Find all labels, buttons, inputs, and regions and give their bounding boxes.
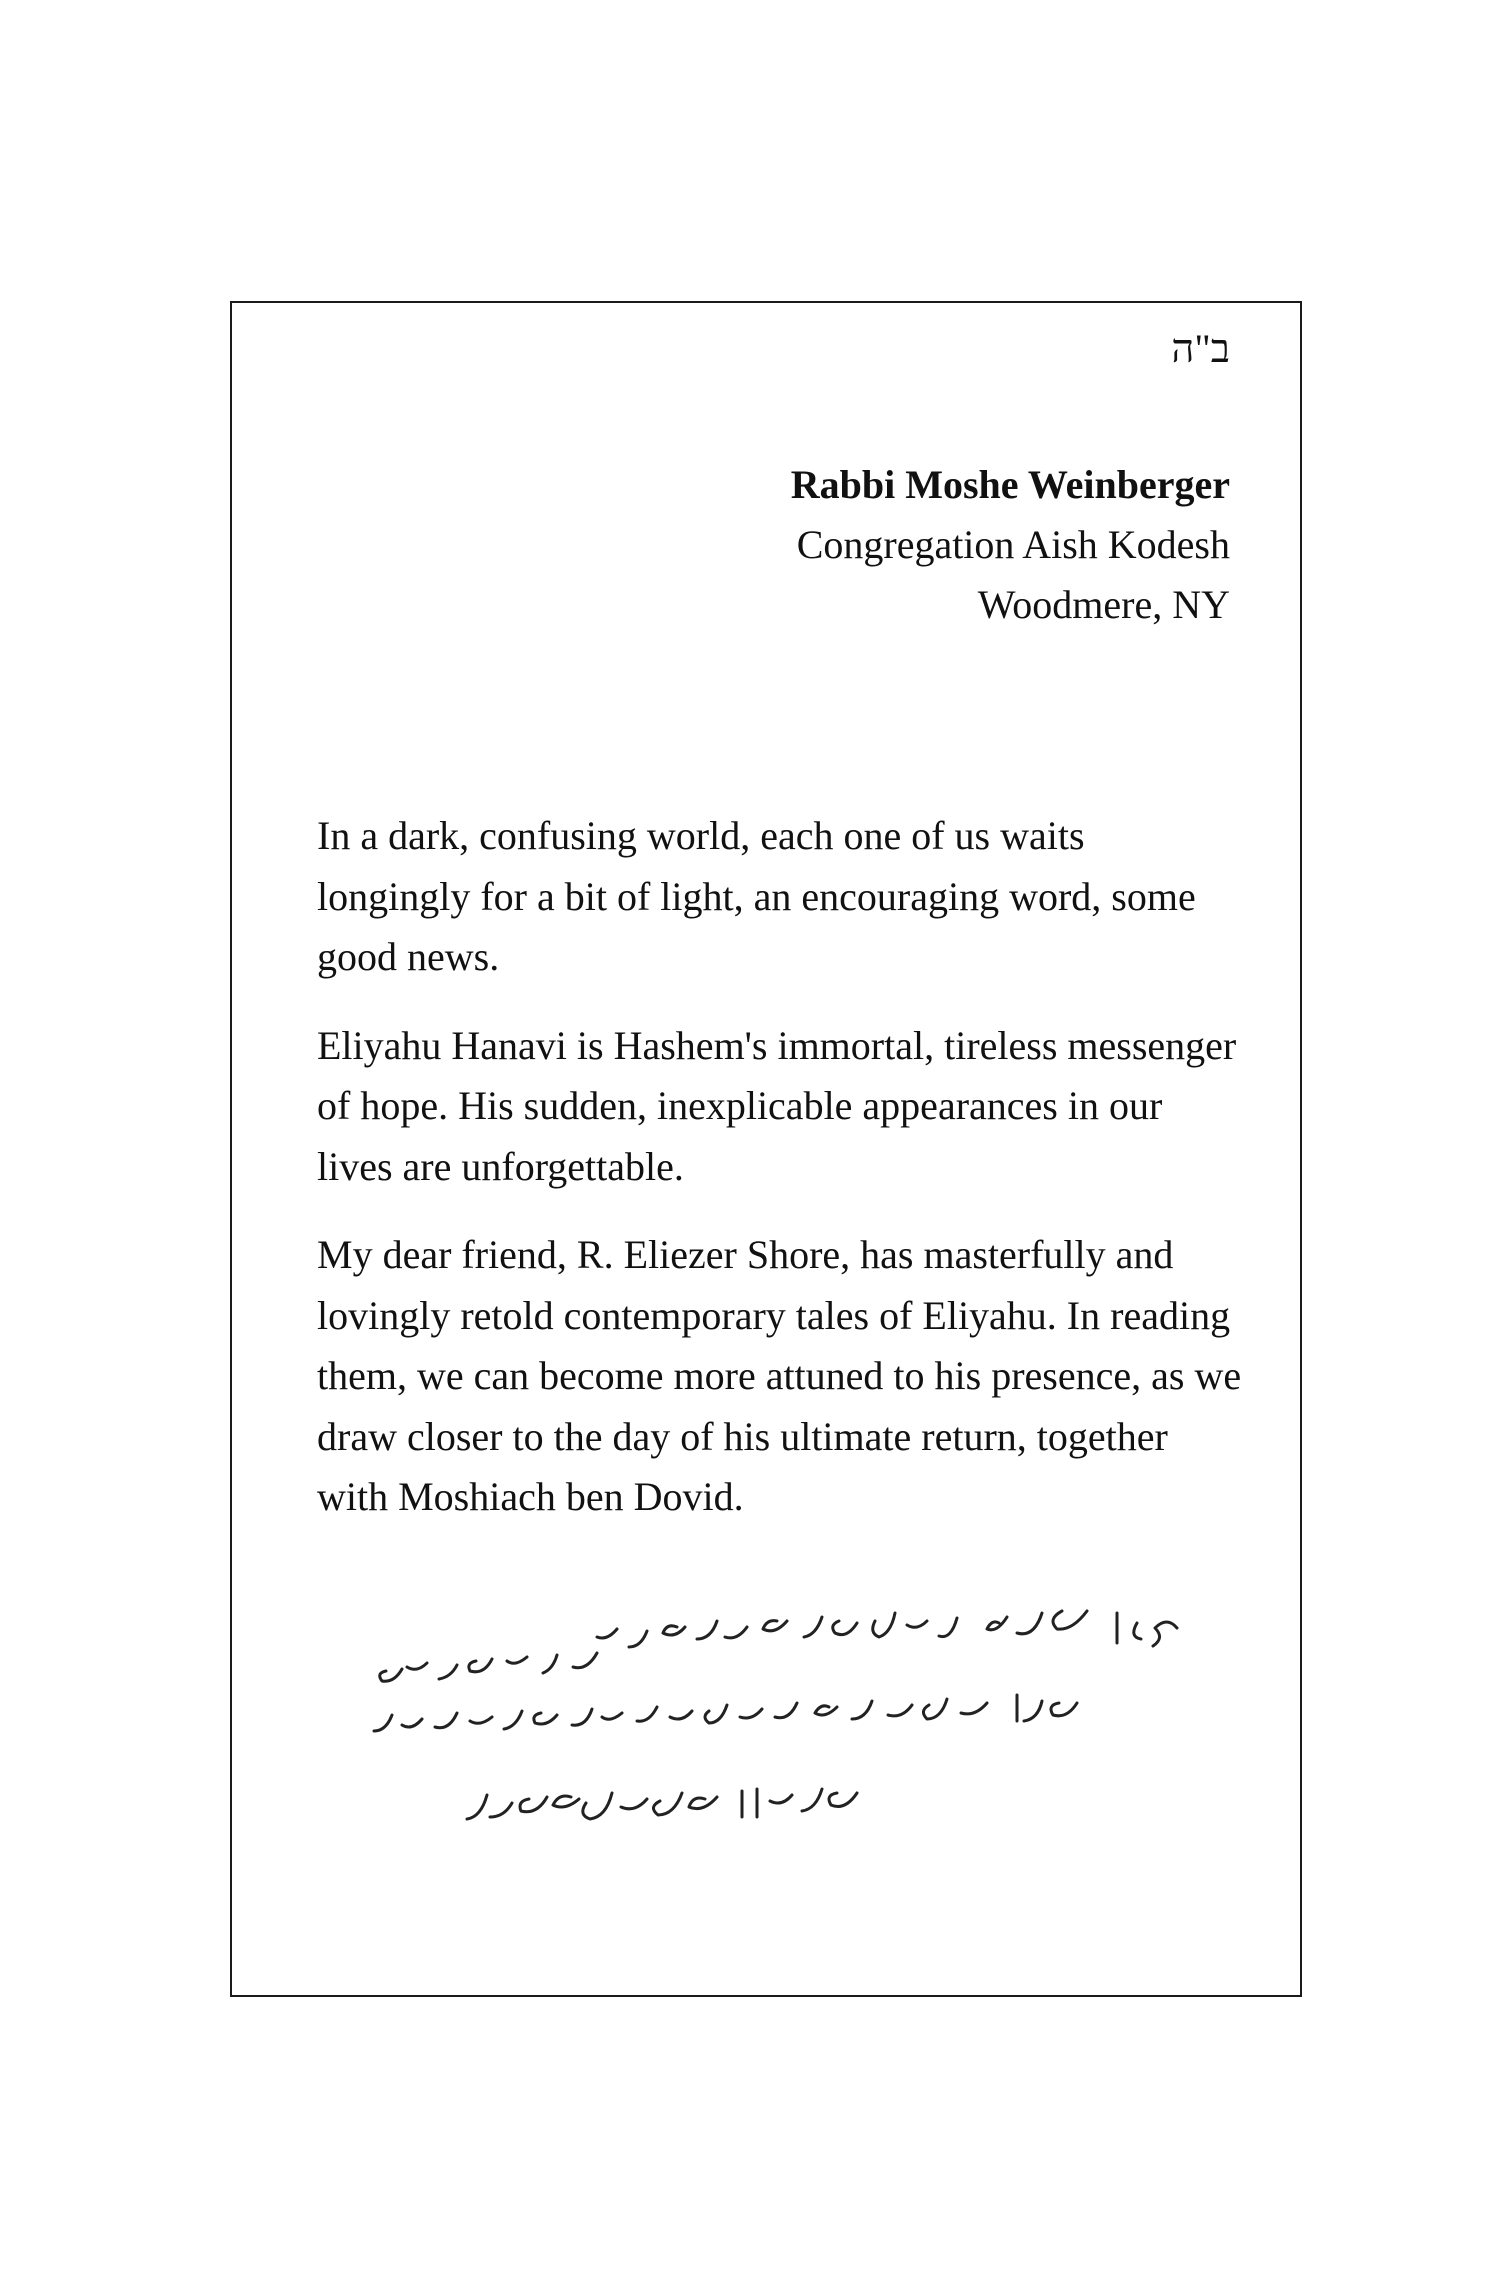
paragraph-3: My dear friend, R. Eliezer Shore, has masterfully and lovingly retold contemporary tales of Eliyahu. In reading them, we can become more attuned to his presence, as we draw closer to the day of his ultimate return, together with Moshiach ben Dovid. xyxy=(317,1232,1242,1519)
author-name: Rabbi Moshe Weinberger xyxy=(790,462,1230,507)
author-organization: Congregation Aish Kodesh xyxy=(796,522,1230,567)
letter-frame xyxy=(230,301,1302,1997)
bh-mark: ב"ה xyxy=(1171,326,1230,371)
paragraph-1: In a dark, confusing world, each one of us waits longingly for a bit of light, an encouraging word, some good news. xyxy=(317,813,1196,979)
letter-body xyxy=(317,806,1247,1556)
paragraph-2: Eliyahu Hanavi is Hashem's immortal, tireless messenger of hope. His sudden, inexplicable appearances in our lives are unforgettable. xyxy=(317,1022,1237,1189)
signature-drawing xyxy=(317,1583,1217,1883)
letter-header xyxy=(791,455,1230,635)
author-location: Woodmere, NY xyxy=(977,582,1230,627)
handwritten-signature xyxy=(317,1583,1217,1883)
